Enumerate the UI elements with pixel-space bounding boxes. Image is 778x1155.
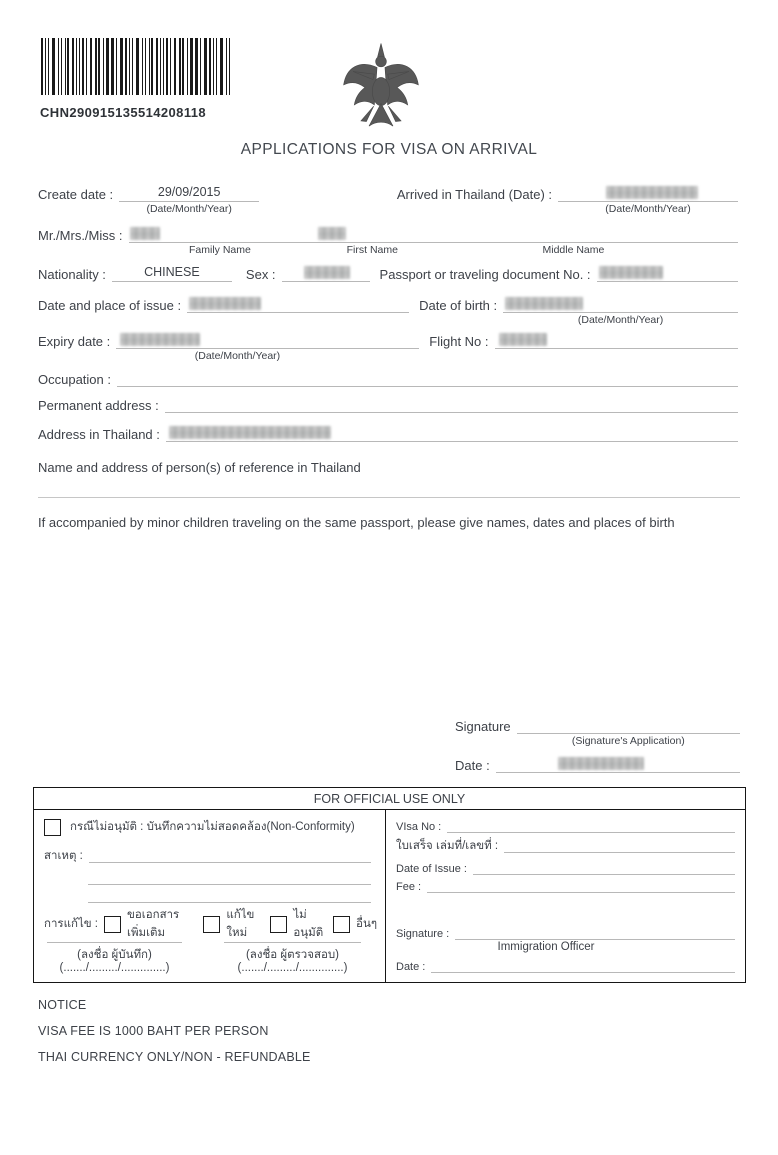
issue-field[interactable] (187, 295, 409, 313)
reason-field-1[interactable] (89, 848, 371, 863)
middle-name-sublabel: Middle Name (542, 244, 605, 256)
address-thailand-redaction (169, 426, 331, 439)
permanent-address-field[interactable] (165, 395, 738, 413)
sign-date-field[interactable] (496, 755, 740, 773)
expiry-label: Expiry date : (38, 333, 111, 349)
correction-label: การแก้ไข : (44, 917, 99, 930)
arrived-label: Arrived in Thailand (Date) : (396, 186, 552, 202)
fee-label: Fee : (396, 880, 422, 893)
barcode-text: CHN290915135514208118 (40, 105, 206, 120)
flight-field[interactable] (495, 331, 738, 349)
receipt-field[interactable] (504, 838, 735, 853)
create-date-field[interactable] (119, 184, 259, 215)
issue-label: Date and place of issue : (38, 297, 182, 313)
date-of-issue-field[interactable] (473, 860, 735, 875)
correction-option-3-label: ไม่อนุมัติ (293, 909, 324, 939)
officer-date-label: Date : (396, 960, 426, 973)
dob-field[interactable] (503, 295, 738, 326)
sign-date-label: Date : (455, 757, 490, 773)
flight-label: Flight No : (429, 333, 489, 349)
sex-label: Sex : (245, 266, 276, 282)
sign-date-redaction (558, 757, 644, 770)
dob-redaction (505, 297, 583, 310)
officer-signature-label: Signature : (396, 927, 450, 940)
passport-redaction (599, 266, 663, 279)
receipt-label: ใบเสร็จ เล่มที่/เลขที่ : (396, 840, 499, 853)
correction-option-2-checkbox[interactable] (203, 916, 220, 933)
sex-redaction (304, 266, 350, 279)
create-date-label: Create date : (38, 186, 114, 202)
inspector-date-dots: (......./........./..............) (237, 962, 348, 974)
visa-no-field[interactable] (447, 818, 735, 833)
name-label: Mr./Mrs./Miss : (38, 227, 123, 243)
arrived-field[interactable] (558, 184, 738, 215)
expiry-hint: (Date/Month/Year) (194, 350, 281, 362)
recorder-sign-field[interactable] (47, 928, 182, 943)
non-conformity-label: กรณีไม่อนุมัติ : บันทึกความไม่สอดคล้อง(Non-Conformity) (70, 821, 355, 833)
official-use-header: FOR OFFICIAL USE ONLY (34, 788, 745, 810)
passport-field[interactable] (597, 264, 738, 282)
arrived-hint: (Date/Month/Year) (605, 203, 691, 215)
expiry-redaction (120, 333, 200, 346)
official-right-column (386, 810, 745, 982)
arrived-redaction (606, 186, 698, 199)
reason-field-2[interactable] (88, 870, 371, 885)
reference-label: Name and address of person(s) of reference in Thailand (38, 460, 361, 475)
immigration-officer-label: Immigration Officer (497, 941, 595, 953)
first-name-redaction (318, 227, 346, 240)
address-thailand-field[interactable] (166, 424, 738, 442)
visa-no-label: VIsa No : (396, 820, 442, 833)
official-use-box (33, 787, 746, 983)
first-name-sublabel: First Name (346, 244, 398, 256)
barcode-icon (40, 38, 236, 95)
expiry-field[interactable] (116, 331, 419, 362)
signature-field[interactable] (517, 716, 740, 747)
family-name-sublabel: Family Name (189, 244, 251, 256)
recorder-date-dots: (......./........./..............) (59, 962, 170, 974)
reason-field-3[interactable] (88, 888, 371, 903)
name-field[interactable] (129, 225, 739, 256)
signature-label: Signature (455, 718, 511, 734)
barcode-block (40, 38, 240, 120)
dob-hint: (Date/Month/Year) (577, 314, 664, 326)
passport-label: Passport or traveling document No. : (379, 266, 591, 282)
occupation-label: Occupation : (38, 371, 111, 387)
occupation-field[interactable] (117, 369, 738, 387)
nationality-field[interactable] (112, 264, 232, 282)
officer-date-field[interactable] (431, 958, 735, 973)
nationality-value: CHINESE (144, 265, 200, 279)
issue-redaction (189, 297, 261, 310)
family-name-redaction (130, 227, 160, 240)
nationality-label: Nationality : (38, 266, 106, 282)
correction-option-2-label: แก้ไขใหม่ (226, 909, 255, 939)
address-thailand-label: Address in Thailand : (38, 426, 160, 442)
minor-children-label: If accompanied by minor children traveling on the same passport, please give names, dates and places of birth (38, 515, 675, 530)
notice-line-2: THAI CURRENCY ONLY/NON - REFUNDABLE (38, 1050, 311, 1064)
correction-option-4-label: อื่นๆ (356, 918, 377, 930)
inspector-label: (ลงชื่อ ผู้ตรวจสอบ) (245, 949, 340, 961)
dob-label: Date of birth : (419, 297, 498, 313)
recorder-label: (ลงชื่อ ผู้บันทึก) (77, 949, 152, 961)
create-date-hint: (Date/Month/Year) (146, 203, 232, 215)
fee-field[interactable] (427, 878, 735, 893)
correction-option-1-label: ขอเอกสารเพิ่มเติม (127, 909, 180, 939)
permanent-address-label: Permanent address : (38, 397, 159, 413)
create-date-value: 29/09/2015 (157, 185, 221, 199)
notice-line-1: VISA FEE IS 1000 BAHT PER PERSON (38, 1024, 269, 1038)
reason-label: สาเหตุ : (44, 850, 83, 863)
page-title: APPLICATIONS FOR VISA ON ARRIVAL (240, 141, 538, 158)
non-conformity-checkbox[interactable] (44, 819, 61, 836)
date-of-issue-label: Date of Issue : (396, 862, 467, 875)
garuda-emblem-icon (341, 40, 421, 135)
signature-hint: (Signature's Application) (571, 735, 685, 747)
inspector-sign-field[interactable] (224, 928, 361, 943)
reference-line[interactable] (38, 497, 740, 498)
officer-signature-field[interactable] (455, 925, 735, 940)
official-left-column (34, 810, 386, 982)
sex-field[interactable] (282, 264, 370, 282)
flight-redaction (499, 333, 547, 346)
notice-title: NOTICE (38, 998, 87, 1012)
